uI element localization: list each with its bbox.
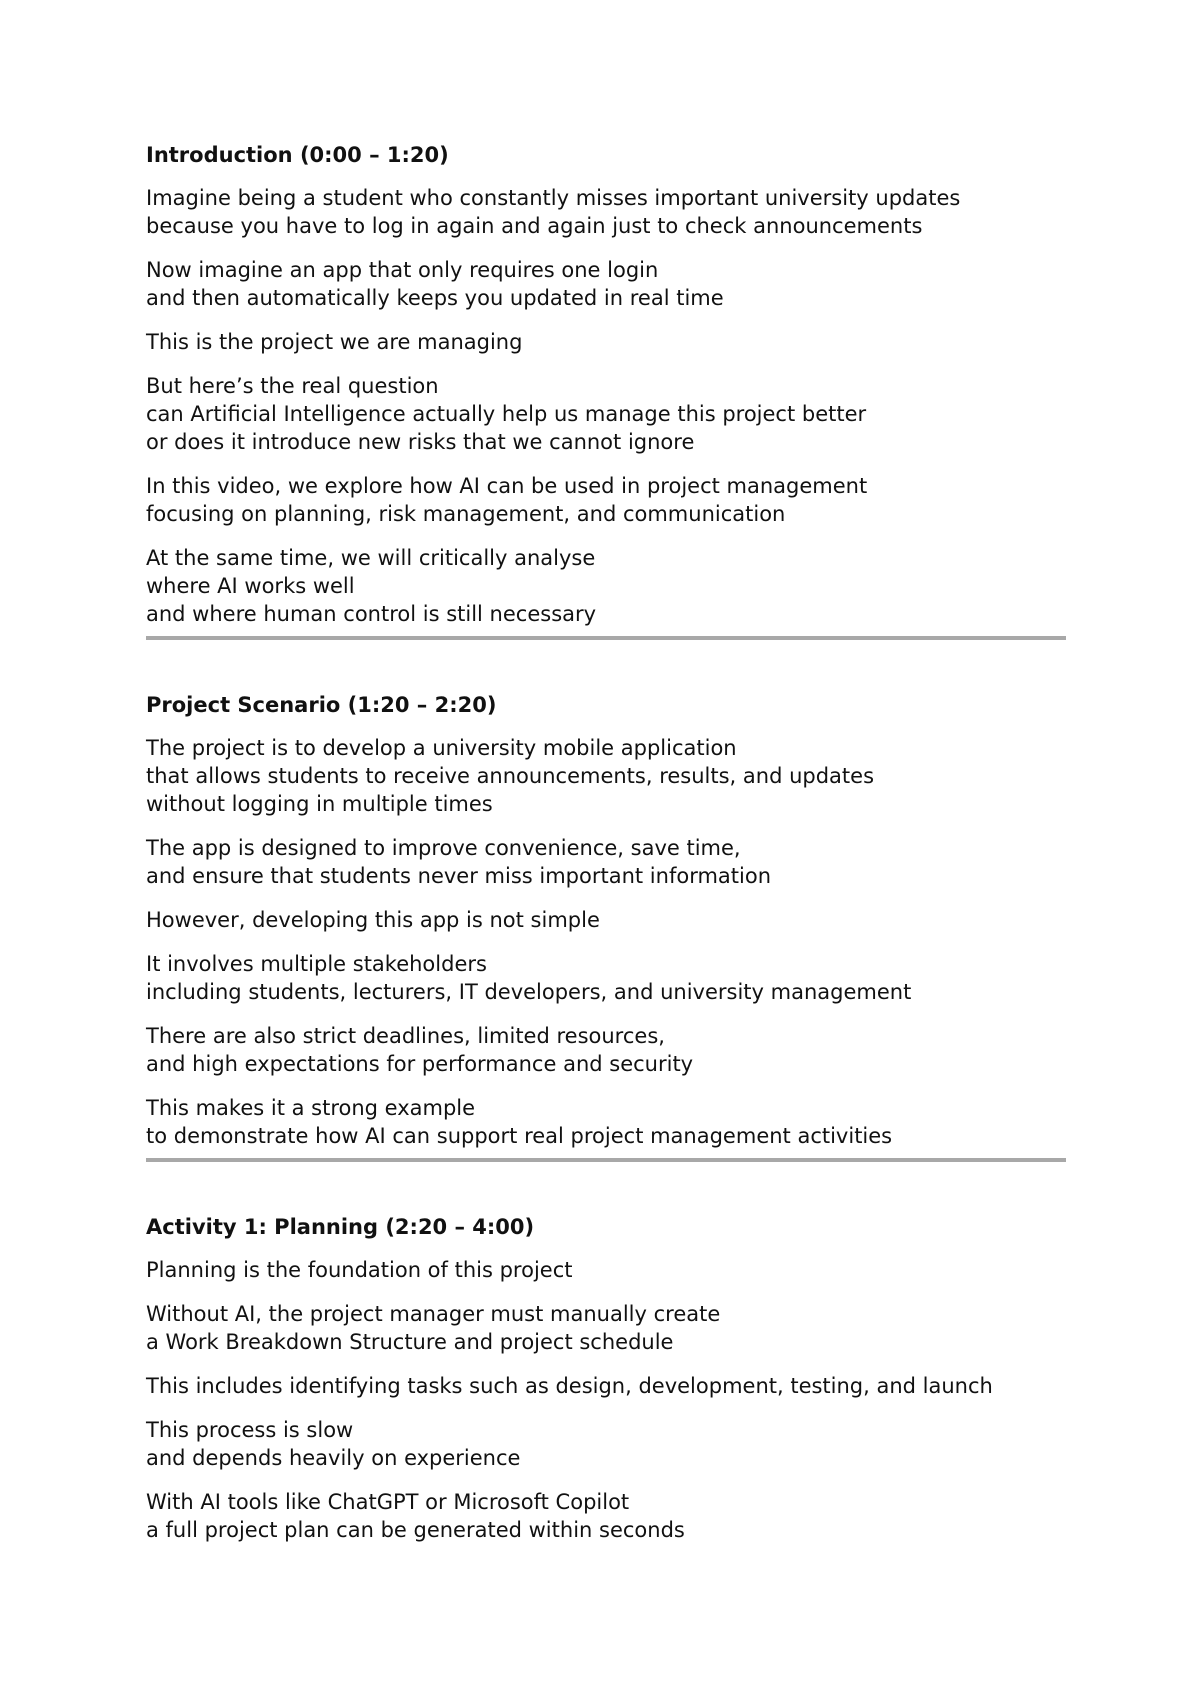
text-line: With AI tools like ChatGPT or Microsoft Copilot bbox=[146, 1490, 630, 1514]
text-line: In this video, we explore how AI can be used in project management bbox=[146, 474, 868, 498]
paragraph bbox=[146, 1022, 1066, 1078]
text-line: This includes identifying tasks such as design, development, testing, and launch bbox=[146, 1374, 993, 1398]
paragraph bbox=[146, 1488, 1066, 1544]
text-line: Now imagine an app that only requires one login bbox=[146, 258, 659, 282]
text-line: or does it introduce new risks that we cannot ignore bbox=[146, 430, 695, 454]
section-introduction bbox=[146, 140, 1066, 628]
paragraph bbox=[146, 544, 1066, 628]
text-line: because you have to log in again and again just to check announcements bbox=[146, 214, 923, 238]
text-line: and high expectations for performance and security bbox=[146, 1052, 694, 1076]
section-heading: Project Scenario (1:20 – 2:20) bbox=[146, 693, 497, 717]
paragraph bbox=[146, 734, 1066, 818]
text-line: including students, lecturers, IT developers, and university management bbox=[146, 980, 912, 1004]
horizontal-rule bbox=[146, 1158, 1066, 1162]
text-line: focusing on planning, risk management, and communication bbox=[146, 502, 786, 526]
text-line: But here’s the real question bbox=[146, 374, 439, 398]
section-project-scenario bbox=[146, 690, 1066, 1150]
horizontal-rule bbox=[146, 636, 1066, 640]
text-line: It involves multiple stakeholders bbox=[146, 952, 487, 976]
paragraph bbox=[146, 1094, 1066, 1150]
text-line: and then automatically keeps you updated in real time bbox=[146, 286, 724, 310]
text-line: Imagine being a student who constantly misses important university updates bbox=[146, 186, 961, 210]
text-line: and depends heavily on experience bbox=[146, 1446, 521, 1470]
text-line: that allows students to receive announcements, results, and updates bbox=[146, 764, 875, 788]
text-line: There are also strict deadlines, limited resources, bbox=[146, 1024, 665, 1048]
section-heading: Introduction (0:00 – 1:20) bbox=[146, 143, 449, 167]
text-line: Planning is the foundation of this project bbox=[146, 1258, 573, 1282]
text-line: Without AI, the project manager must manually create bbox=[146, 1302, 721, 1326]
text-line: This is the project we are managing bbox=[146, 330, 523, 354]
paragraph bbox=[146, 1372, 1066, 1400]
paragraph bbox=[146, 184, 1066, 240]
text-line: can Artificial Intelligence actually help us manage this project better bbox=[146, 402, 867, 426]
text-line: The app is designed to improve convenience, save time, bbox=[146, 836, 741, 860]
paragraph bbox=[146, 950, 1066, 1006]
paragraph bbox=[146, 1300, 1066, 1356]
text-line: and where human control is still necessary bbox=[146, 602, 597, 626]
section-heading: Activity 1: Planning (2:20 – 4:00) bbox=[146, 1215, 535, 1239]
paragraph bbox=[146, 1256, 1066, 1284]
paragraph bbox=[146, 372, 1066, 456]
paragraph bbox=[146, 328, 1066, 356]
document-page bbox=[146, 140, 1066, 1560]
text-line: to demonstrate how AI can support real project management activities bbox=[146, 1124, 893, 1148]
text-line: This makes it a strong example bbox=[146, 1096, 476, 1120]
text-line: a full project plan can be generated within seconds bbox=[146, 1518, 685, 1542]
text-line: At the same time, we will critically analyse bbox=[146, 546, 596, 570]
text-line: where AI works well bbox=[146, 574, 355, 598]
paragraph bbox=[146, 906, 1066, 934]
text-line: The project is to develop a university mobile application bbox=[146, 736, 737, 760]
text-line: However, developing this app is not simple bbox=[146, 908, 600, 932]
paragraph bbox=[146, 472, 1066, 528]
text-line: a Work Breakdown Structure and project schedule bbox=[146, 1330, 674, 1354]
section-activity-planning bbox=[146, 1212, 1066, 1544]
paragraph bbox=[146, 256, 1066, 312]
paragraph bbox=[146, 834, 1066, 890]
text-line: without logging in multiple times bbox=[146, 792, 493, 816]
paragraph bbox=[146, 1416, 1066, 1472]
text-line: This process is slow bbox=[146, 1418, 354, 1442]
text-line: and ensure that students never miss important information bbox=[146, 864, 772, 888]
